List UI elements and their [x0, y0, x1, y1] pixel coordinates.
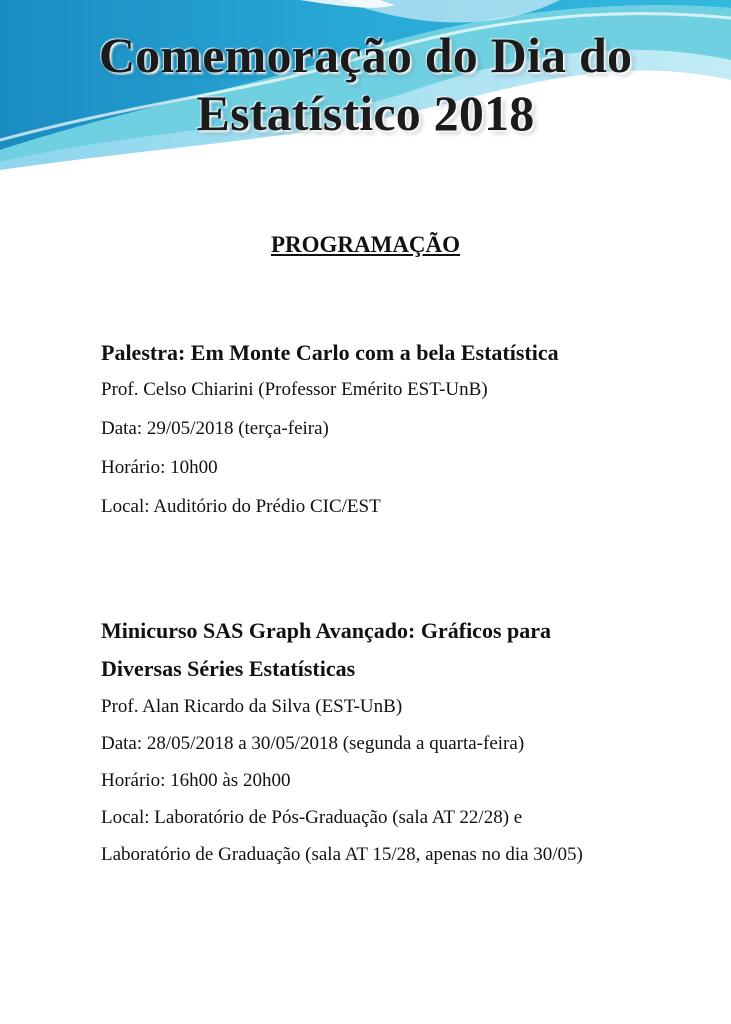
page-title	[0, 26, 731, 142]
minicurso-speaker: Prof. Alan Ricardo da Silva (EST-UnB)	[101, 696, 403, 717]
palestra-place: Local: Auditório do Prédio CIC/EST	[101, 496, 381, 517]
minicurso-place-line-1: Local: Laboratório de Pós-Graduação (sala AT 22/28) e	[101, 807, 523, 828]
palestra-speaker: Prof. Celso Chiarini (Professor Emérito EST-UnB)	[101, 379, 488, 400]
programacao-heading: PROGRAMAÇÃO	[270, 232, 461, 257]
title-line-1: Comemoração do Dia do	[98, 27, 633, 83]
minicurso-time: Horário: 16h00 às 20h00	[101, 770, 291, 791]
minicurso-place-line-2: Laboratório de Graduação (sala AT 15/28, apenas no dia 30/05)	[101, 844, 583, 865]
minicurso-section	[101, 612, 583, 873]
minicurso-date: Data: 28/05/2018 a 30/05/2018 (segunda a quarta-feira)	[101, 733, 525, 754]
palestra-date: Data: 29/05/2018 (terça-feira)	[101, 418, 329, 439]
palestra-time: Horário: 10h00	[101, 457, 218, 478]
title-line-2: Estatístico 2018	[196, 85, 535, 141]
palestra-title: Palestra: Em Monte Carlo com a bela Estatística	[101, 340, 559, 365]
minicurso-title-line-2: Diversas Séries Estatísticas	[101, 656, 356, 681]
palestra-section	[101, 336, 559, 526]
minicurso-title-line-1: Minicurso SAS Graph Avançado: Gráficos para	[101, 618, 552, 643]
